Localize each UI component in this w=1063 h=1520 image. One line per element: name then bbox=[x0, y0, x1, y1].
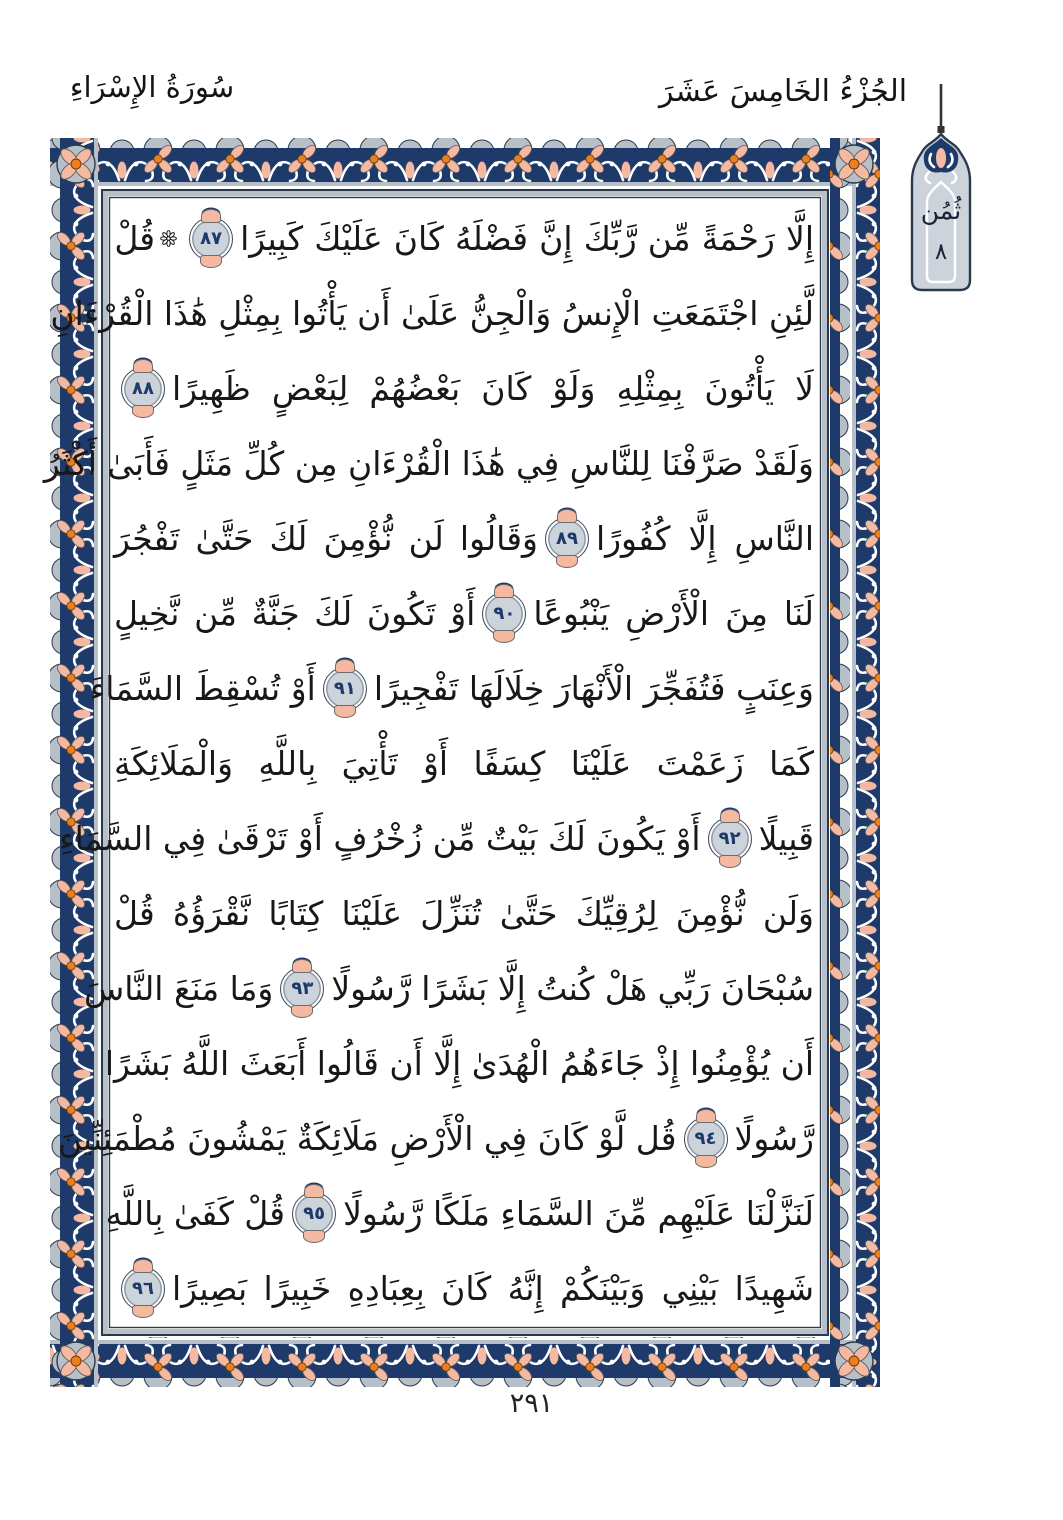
quran-line bbox=[104, 1026, 814, 1101]
ayah-number: ٨٩ bbox=[555, 527, 578, 549]
ayah-text: وَلَقَدْ صَرَّفْنَا لِلنَّاسِ فِي هَٰذَا الْقُرْءَانِ مِن كُلِّ مَثَلٍ فَأَبَىٰ أَكْثَرُ bbox=[43, 443, 814, 483]
ayah-number: ٩٤ bbox=[694, 1127, 717, 1149]
border-corner-flower bbox=[835, 1342, 873, 1380]
thumun-badge bbox=[893, 84, 989, 296]
ayah-number: ٩١ bbox=[333, 677, 356, 699]
ayah-text: إِلَّا رَحْمَةً مِّن رَّبِّكَ إِنَّ فَضْلَهُ كَانَ عَلَيْكَ كَبِيرًا bbox=[240, 218, 814, 258]
ayah-text: وَعِنَبٍ فَتُفَجِّرَ الْأَنْهَارَ خِلَالَهَا تَفْجِيرًا bbox=[373, 668, 814, 708]
ayah-text: وَمَا مَنَعَ النَّاسَ bbox=[83, 968, 274, 1008]
ayah-text: لَنَا مِنَ الْأَرْضِ يَنْبُوعًا bbox=[533, 593, 814, 633]
quran-line bbox=[59, 801, 814, 876]
quran-line bbox=[114, 1251, 814, 1326]
ayah-text: قَبِيلًا bbox=[758, 818, 814, 858]
border-band-right bbox=[830, 138, 880, 1387]
ayah-number-medallion bbox=[708, 817, 752, 861]
thumun-label: ثُمُن bbox=[920, 196, 962, 225]
ayah-text: أَوْ تُسْقِطَ السَّمَاءَ bbox=[89, 668, 316, 708]
ayah-text: لَنَزَّلْنَا عَلَيْهِم مِّنَ السَّمَاءِ مَلَكًا رَّسُولًا bbox=[343, 1193, 814, 1233]
ayah-number-medallion bbox=[121, 1267, 165, 1311]
quran-line bbox=[114, 576, 814, 651]
quran-line bbox=[114, 501, 814, 576]
quran-line bbox=[57, 1101, 814, 1176]
ayah-number-medallion bbox=[121, 367, 165, 411]
ayah-number: ٩٠ bbox=[493, 602, 516, 624]
thumun-value: ٨ bbox=[934, 239, 948, 265]
ayah-number-medallion bbox=[323, 667, 367, 711]
page-number: ٢٩١ bbox=[509, 1388, 554, 1419]
ayah-number-medallion bbox=[292, 1192, 336, 1236]
quran-line bbox=[43, 426, 814, 501]
ayah-number: ٩٣ bbox=[291, 977, 314, 999]
quran-line bbox=[83, 951, 814, 1026]
ayah-number-medallion bbox=[482, 592, 526, 636]
ayah-number: ٩٢ bbox=[718, 827, 741, 849]
ayah-text: رَّسُولًا bbox=[734, 1118, 814, 1158]
ayah-text: لَّئِنِ اجْتَمَعَتِ الْإِنسُ وَالْجِنُّ عَلَىٰ أَن يَأْتُوا بِمِثْلِ هَٰذَا الْقُرْءَانِ bbox=[50, 293, 814, 333]
ayah-number: ٨٨ bbox=[132, 377, 154, 399]
hizb-star-icon bbox=[160, 230, 177, 247]
border-corner-flower bbox=[57, 1342, 95, 1380]
ayah-number: ٩٦ bbox=[132, 1277, 154, 1299]
quran-line bbox=[89, 651, 814, 726]
quran-line bbox=[114, 351, 814, 426]
ayah-text: أَوْ يَكُونَ لَكَ بَيْتٌ مِّن زُخْرُفٍ أَوْ تَرْقَىٰ فِي السَّمَاءِ bbox=[59, 818, 701, 858]
juz-title: الجُزْءُ الخَامِسَ عَشَرَ bbox=[658, 74, 908, 109]
ayah-number-medallion bbox=[189, 217, 233, 261]
ayah-text: قُلْ كَفَىٰ بِاللَّهِ bbox=[105, 1193, 286, 1233]
ayah-text: شَهِيدًا بَيْنِي وَبَيْنَكُمْ إِنَّهُ كَانَ بِعِبَادِهِ خَبِيرًا بَصِيرًا bbox=[172, 1268, 814, 1308]
ayah-number: ٨٧ bbox=[200, 227, 223, 249]
ayah-text: قُل لَّوْ كَانَ فِي الْأَرْضِ مَلَائِكَةٌ يَمْشُونَ مُطْمَئِنِّينَ bbox=[57, 1118, 677, 1158]
ayah-text: وَلَن نُّؤْمِنَ لِرُقِيِّكَ حَتَّىٰ تُنَزِّلَ عَلَيْنَا كِتَابًا نَّقْرَؤُهُ قُلْ bbox=[114, 893, 814, 933]
ayah-number-medallion bbox=[545, 517, 589, 561]
ayah-number: ٩٥ bbox=[303, 1202, 326, 1224]
quran-line bbox=[105, 1176, 814, 1251]
quran-line bbox=[114, 201, 814, 276]
ayah-number-medallion bbox=[684, 1117, 728, 1161]
border-corner-flower bbox=[835, 145, 873, 183]
ayah-text: سُبْحَانَ رَبِّي هَلْ كُنتُ إِلَّا بَشَرًا رَّسُولًا bbox=[331, 968, 814, 1008]
ayah-text: أَوْ تَكُونَ لَكَ جَنَّةٌ مِّن نَّخِيلٍ bbox=[114, 593, 476, 633]
ayah-text: أَن يُؤْمِنُوا إِذْ جَاءَهُمُ الْهُدَىٰ إِلَّا أَن قَالُوا أَبَعَثَ اللَّهُ بَشَرًا bbox=[104, 1043, 814, 1083]
border-band-bottom bbox=[50, 1337, 880, 1387]
ayah-text: كَمَا زَعَمْتَ عَلَيْنَا كِسَفًا أَوْ تَأْتِيَ بِاللَّهِ وَالْمَلَائِكَةِ bbox=[114, 743, 814, 783]
ayah-text: لَا يَأْتُونَ بِمِثْلِهِ وَلَوْ كَانَ بَعْضُهُمْ لِبَعْضٍ ظَهِيرًا bbox=[172, 368, 814, 408]
surah-title: سُورَةُ الإِسْرَاءِ bbox=[69, 70, 235, 104]
quran-line bbox=[114, 876, 814, 951]
border-corner-flower bbox=[57, 145, 95, 183]
ayah-text: قُلْ bbox=[114, 218, 156, 258]
ayah-text: وَقَالُوا لَن نُّؤْمِنَ لَكَ حَتَّىٰ تَفْجُرَ bbox=[114, 518, 538, 558]
border-band-top bbox=[50, 138, 880, 188]
ayah-text: النَّاسِ إِلَّا كُفُورًا bbox=[595, 518, 814, 558]
quran-line bbox=[50, 276, 814, 351]
mushaf-lines bbox=[43, 201, 814, 1326]
ayah-number-medallion bbox=[280, 967, 324, 1011]
quran-line bbox=[114, 726, 814, 801]
